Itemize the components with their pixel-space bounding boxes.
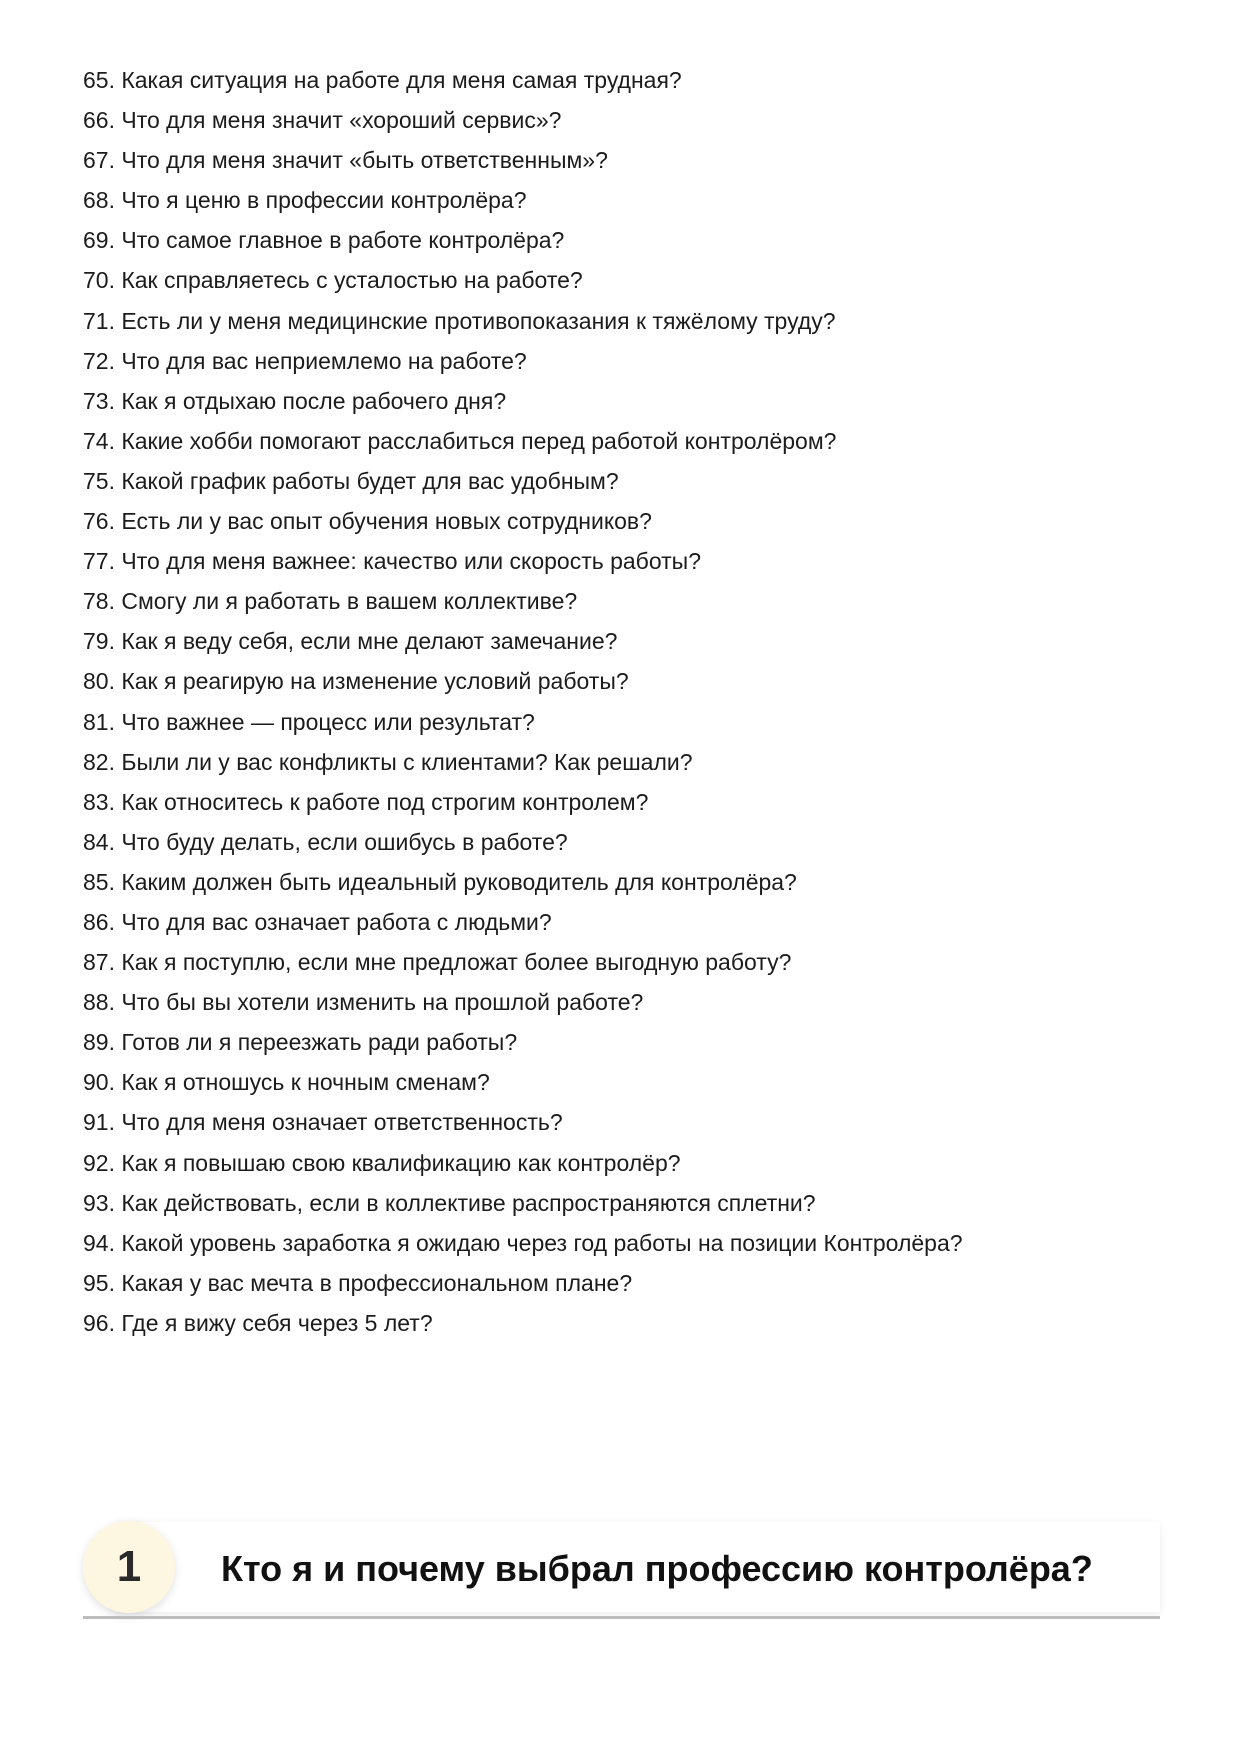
question-item: 83. Как относитесь к работе под строгим контролем? <box>83 788 649 815</box>
question-list <box>83 60 1163 1343</box>
question-item: 86. Что для вас означает работа с людьми? <box>83 908 552 935</box>
question-item: 94. Какой уровень заработка я ожидаю через год работы на позиции Контролёра? <box>83 1229 963 1256</box>
question-item: 76. Есть ли у вас опыт обучения новых сотрудников? <box>83 508 652 535</box>
section-divider <box>83 1616 1160 1619</box>
question-item: 79. Как я веду себя, если мне делают замечание? <box>83 628 618 655</box>
question-item: 75. Какой график работы будет для вас удобным? <box>83 467 619 494</box>
question-item: 84. Что буду делать, если ошибусь в работе? <box>83 828 568 855</box>
question-item: 67. Что для меня значит «быть ответственным»? <box>83 147 608 174</box>
question-item: 91. Что для меня означает ответственность? <box>83 1109 563 1136</box>
question-item: 72. Что для вас неприемлемо на работе? <box>83 347 527 374</box>
question-item: 82. Были ли у вас конфликты с клиентами? Как решали? <box>83 748 693 775</box>
question-item: 96. Где я вижу себя через 5 лет? <box>83 1309 433 1336</box>
question-item: 89. Готов ли я переезжать ради работы? <box>83 1029 518 1056</box>
question-item: 70. Как справляетесь с усталостью на работе? <box>83 267 583 294</box>
question-item: 71. Есть ли у меня медицинские противопоказания к тяжёлому труду? <box>83 307 836 334</box>
question-item: 92. Как я повышаю свою квалификацию как контролёр? <box>83 1149 681 1176</box>
question-item: 73. Как я отдыхаю после рабочего дня? <box>83 387 507 414</box>
question-item: 85. Каким должен быть идеальный руководитель для контролёра? <box>83 868 797 895</box>
question-item: 95. Какая у вас мечта в профессиональном плане? <box>83 1269 633 1296</box>
question-item: 77. Что для меня важнее: качество или скорость работы? <box>83 548 702 575</box>
section-number-badge: 1 <box>83 1521 175 1613</box>
section-title: Кто я и почему выбрал профессию контролёра? <box>221 1548 1093 1589</box>
question-item: 87. Как я поступлю, если мне предложат более выгодную работу? <box>83 949 792 976</box>
question-item: 74. Какие хобби помогают расслабиться перед работой контролёром? <box>83 427 837 454</box>
question-item: 93. Как действовать, если в коллективе распространяются сплетни? <box>83 1189 816 1216</box>
question-item: 88. Что бы вы хотели изменить на прошлой работе? <box>83 989 644 1016</box>
question-item: 78. Смогу ли я работать в вашем коллективе? <box>83 588 578 615</box>
question-item: 68. Что я ценю в профессии контролёра? <box>83 187 527 214</box>
question-item: 65. Какая ситуация на работе для меня самая трудная? <box>83 67 682 93</box>
section-header <box>83 1518 1160 1620</box>
question-item: 90. Как я отношусь к ночным сменам? <box>83 1069 490 1096</box>
question-item: 81. Что важнее — процесс или результат? <box>83 708 535 735</box>
question-item: 66. Что для меня значит «хороший сервис»? <box>83 107 562 134</box>
question-item: 69. Что самое главное в работе контролёра? <box>83 227 565 254</box>
question-item: 80. Как я реагирую на изменение условий работы? <box>83 668 629 695</box>
